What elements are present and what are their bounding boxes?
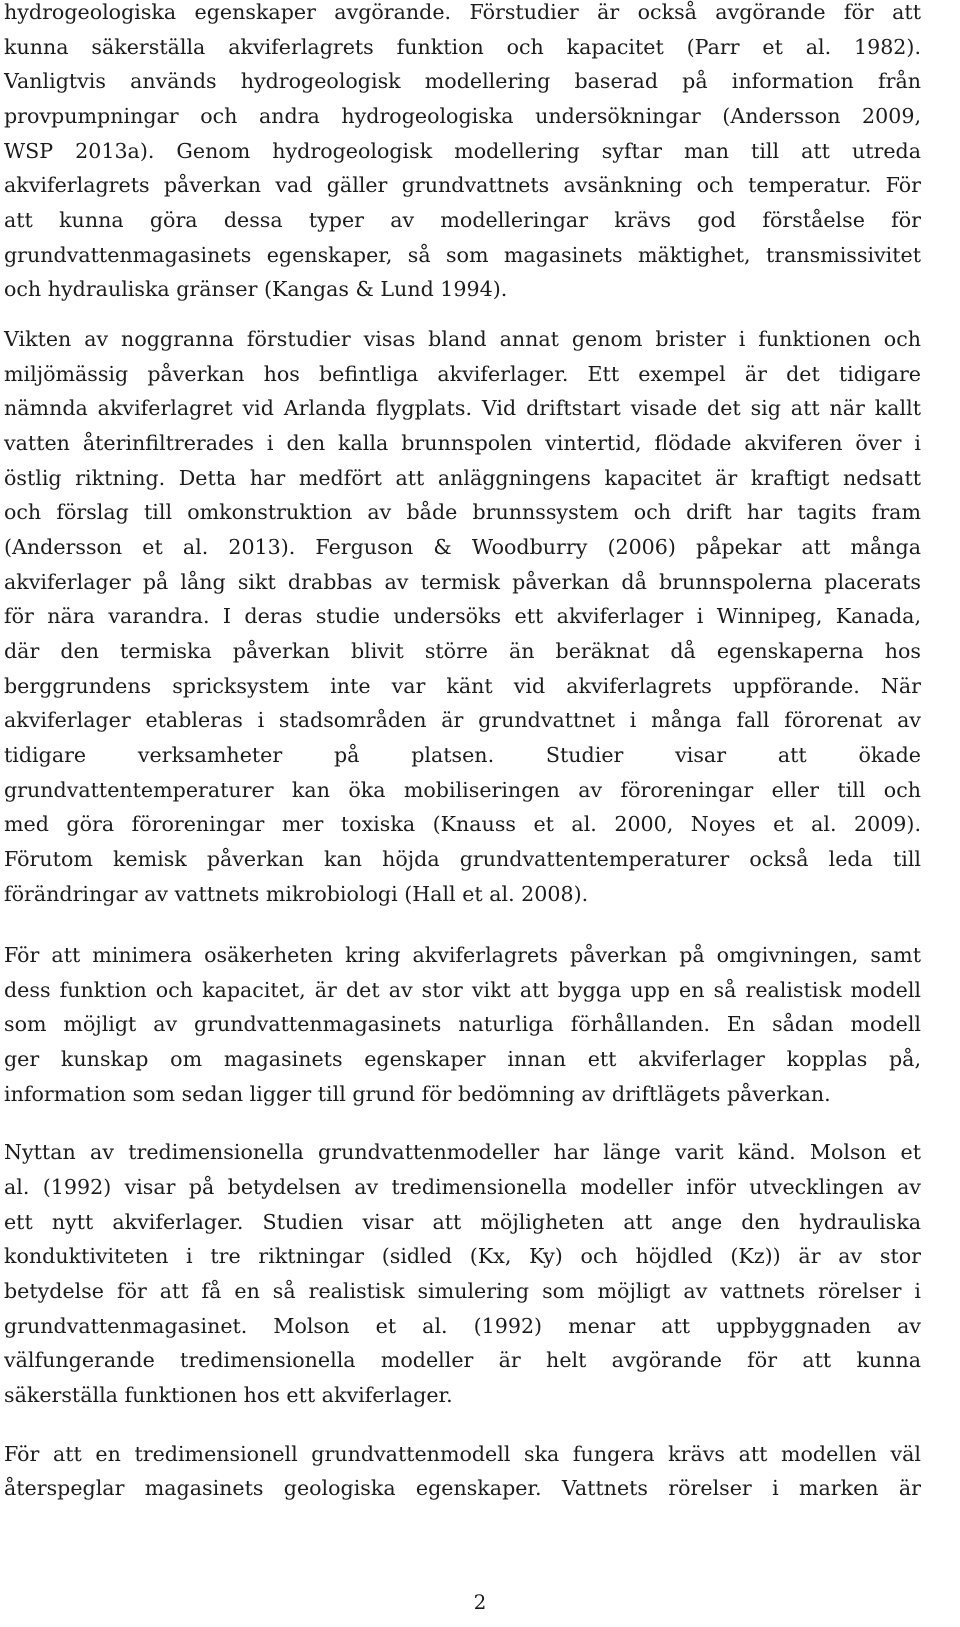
text-line: tidigare verksamheter på platsen. Studier visar att ökade <box>4 743 921 767</box>
text-line: berggrundens spricksystem inte var känt vid akviferlagrets uppförande. När <box>4 674 921 698</box>
text-line: al. (1992) visar på betydelsen av tredimensionella modeller inför utvecklingen av <box>4 1175 921 1199</box>
text-line: WSP 2013a). Genom hydrogeologisk modellering syftar man till att utreda <box>4 139 921 163</box>
text-line: grundvattenmagasinets egenskaper, så som magasinets mäktighet, transmissivitet <box>4 243 921 267</box>
text-line: Vikten av noggranna förstudier visas bland annat genom brister i funktionen och <box>4 327 921 351</box>
text-line: som möjligt av grundvattenmagasinets naturliga förhållanden. En sådan modell <box>4 1012 921 1036</box>
text-line: för nära varandra. I deras studie undersöks ett akviferlager i Winnipeg, Kanada, <box>4 604 921 628</box>
text-line: återspeglar magasinets geologiska egenskaper. Vattnets rörelser i marken är <box>4 1476 921 1500</box>
text-line: ett nytt akviferlager. Studien visar att möjligheten att ange den hydrauliska <box>4 1210 921 1234</box>
text-line: akviferlager etableras i stadsområden är grundvattnet i många fall förorenat av <box>4 708 921 732</box>
text-line: vatten återinfiltrerades i den kalla brunnspolen vintertid, flödade akviferen över i <box>4 431 921 455</box>
text-line: miljömässig påverkan hos befintliga akviferlager. Ett exempel är det tidigare <box>4 362 921 386</box>
text-line: att kunna göra dessa typer av modelleringar krävs god förståelse för <box>4 208 921 232</box>
text-line: östlig riktning. Detta har medfört att anläggningens kapacitet är kraftigt nedsatt <box>4 466 921 490</box>
text-line: betydelse för att få en så realistisk simulering som möjligt av vattnets rörelser i <box>4 1279 921 1303</box>
text-line: ger kunskap om magasinets egenskaper innan ett akviferlager kopplas på, <box>4 1047 921 1071</box>
page-number: 2 <box>473 1590 487 1614</box>
text-line: hydrogeologiska egenskaper avgörande. Förstudier är också avgörande för att <box>4 0 921 24</box>
text-line: dess funktion och kapacitet, är det av stor vikt att bygga upp en så realistisk modell <box>4 978 921 1002</box>
text-line: akviferlager på lång sikt drabbas av termisk påverkan då brunnspolerna placerats <box>4 570 921 594</box>
text-line: grundvattenmagasinet. Molson et al. (1992) menar att uppbyggnaden av <box>4 1314 921 1338</box>
text-line: Nyttan av tredimensionella grundvattenmodeller har länge varit känd. Molson et <box>4 1140 921 1164</box>
text-line: säkerställa funktionen hos ett akviferlager. <box>4 1383 453 1407</box>
text-line: För att minimera osäkerheten kring akviferlagrets påverkan på omgivningen, samt <box>4 943 921 967</box>
text-line: nämnda akviferlagret vid Arlanda flygplats. Vid driftstart visade det sig att när kallt <box>4 396 921 420</box>
text-line: grundvattentemperaturer kan öka mobiliseringen av föroreningar eller till och <box>4 778 921 802</box>
text-line: akviferlagrets påverkan vad gäller grundvattnets avsänkning och temperatur. För <box>4 173 921 197</box>
text-line: med göra föroreningar mer toxiska (Knauss et al. 2000, Noyes et al. 2009). <box>4 812 921 836</box>
text-line: Förutom kemisk påverkan kan höjda grundvattentemperaturer också leda till <box>4 847 921 871</box>
text-line: Vanligtvis används hydrogeologisk modellering baserad på information från <box>4 69 921 93</box>
text-line: konduktiviteten i tre riktningar (sidled (Kx, Ky) och höjdled (Kz)) är av stor <box>4 1244 921 1268</box>
text-line: där den termiska påverkan blivit större än beräknat då egenskaperna hos <box>4 639 921 663</box>
text-line: information som sedan ligger till grund för bedömning av driftlägets påverkan. <box>4 1082 831 1106</box>
text-line: och hydrauliska gränser (Kangas & Lund 1994). <box>4 277 508 301</box>
text-line: kunna säkerställa akviferlagrets funktion och kapacitet (Parr et al. 1982). <box>4 35 921 59</box>
text-line: välfungerande tredimensionella modeller är helt avgörande för att kunna <box>4 1348 921 1372</box>
text-line: provpumpningar och andra hydrogeologiska undersökningar (Andersson 2009, <box>4 104 921 128</box>
text-line: För att en tredimensionell grundvattenmodell ska fungera krävs att modellen väl <box>4 1442 921 1466</box>
text-line: och förslag till omkonstruktion av både brunnssystem och drift har tagits fram <box>4 500 921 524</box>
text-line: (Andersson et al. 2013). Ferguson & Woodburry (2006) påpekar att många <box>4 535 921 559</box>
text-line: förändringar av vattnets mikrobiologi (Hall et al. 2008). <box>4 882 589 906</box>
